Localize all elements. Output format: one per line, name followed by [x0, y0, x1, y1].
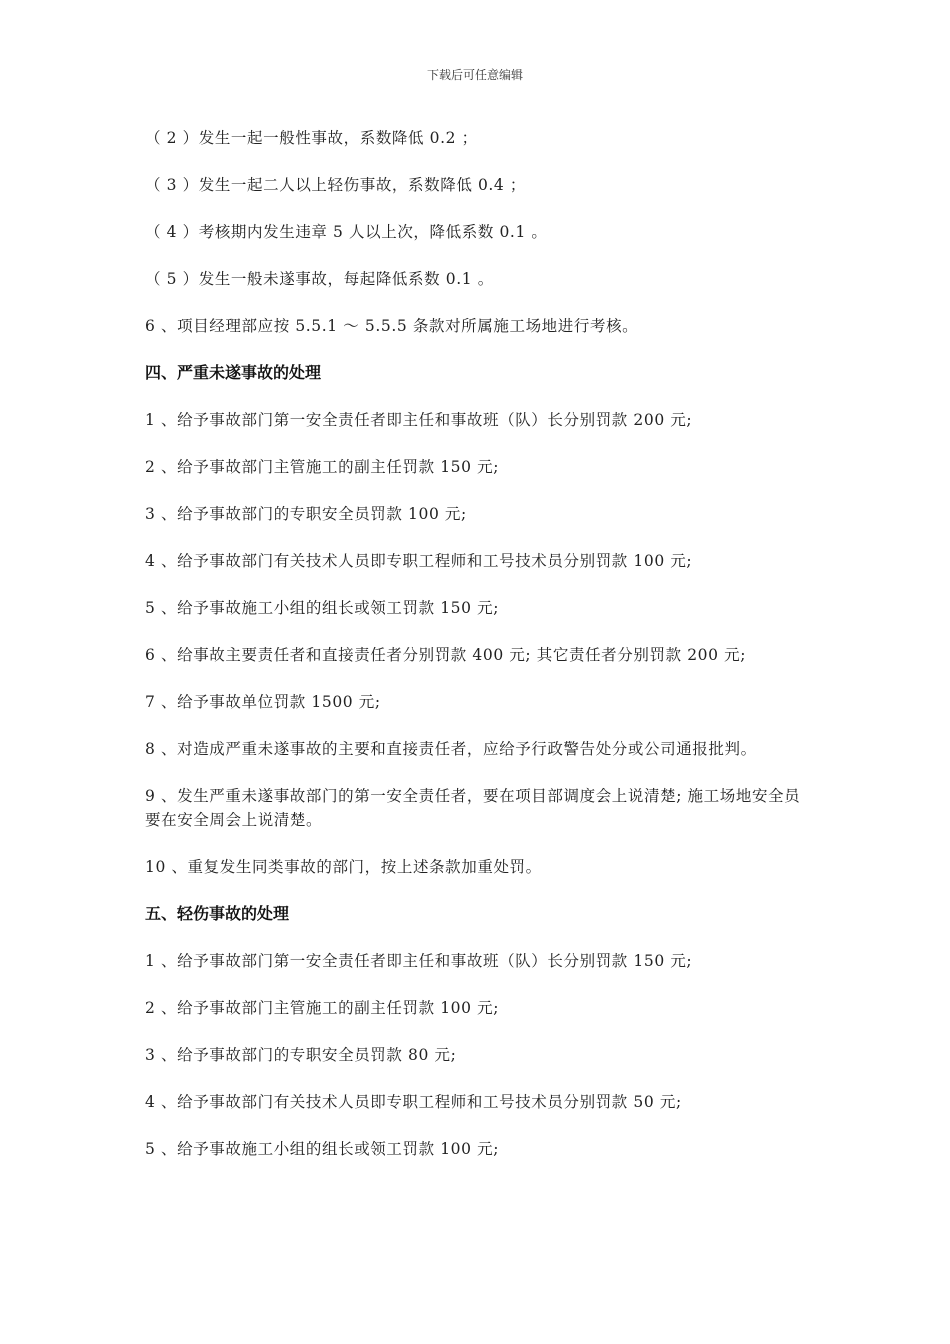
list-item: 6 、项目经理部应按 5.5.1 ～ 5.5.5 条款对所属施工场地进行考核。: [145, 317, 639, 335]
page-header-note: 下载后可任意编辑: [426, 68, 523, 82]
list-item: 10 、重复发生同类事故的部门，按上述条款加重处罚。: [145, 858, 542, 876]
list-item: （ 2 ）发生一起一般性事故，系数降低 0.2 ；: [145, 129, 478, 147]
list-item: 7 、给予事故单位罚款 1500 元;: [145, 693, 381, 711]
document-body: [145, 126, 805, 1184]
list-item: （ 3 ）发生一起二人以上轻伤事故，系数降低 0.4 ；: [145, 176, 527, 194]
list-item: （ 5 ）发生一般未遂事故，每起降低系数 0.1 。: [145, 270, 494, 288]
list-item: 8 、对造成严重未遂事故的主要和直接责任者，应给予行政警告处分或公司通报批判。: [145, 740, 757, 758]
list-item: 5 、给予事故施工小组的组长或领工罚款 150 元;: [145, 599, 500, 617]
list-item: 5 、给予事故施工小组的组长或领工罚款 100 元;: [145, 1140, 500, 1158]
section-heading-minor-injury: 五、轻伤事故的处理: [145, 904, 290, 923]
list-item: 3 、给予事故部门的专职安全员罚款 100 元;: [145, 505, 467, 523]
list-item: 9 、发生严重未遂事故部门的第一安全责任者，要在项目部调度会上说清楚; 施工场地安全员要在安全周会上说清楚。: [145, 787, 801, 829]
list-item: （ 4 ）考核期内发生违章 5 人以上次，降低系数 0.1 。: [145, 223, 548, 241]
list-item: 2 、给予事故部门主管施工的副主任罚款 100 元;: [145, 999, 500, 1017]
list-item: 3 、给予事故部门的专职安全员罚款 80 元;: [145, 1046, 457, 1064]
list-item: 4 、给予事故部门有关技术人员即专职工程师和工号技术员分别罚款 50 元;: [145, 1093, 682, 1111]
list-item: 2 、给予事故部门主管施工的副主任罚款 150 元;: [145, 458, 500, 476]
list-item: 1 、给予事故部门第一安全责任者即主任和事故班（队）长分别罚款 200 元;: [145, 411, 693, 429]
list-item: 6 、给事故主要责任者和直接责任者分别罚款 400 元; 其它责任者分别罚款 200 元;: [145, 646, 747, 664]
list-item: 4 、给予事故部门有关技术人员即专职工程师和工号技术员分别罚款 100 元;: [145, 552, 693, 570]
section-heading-severe-near-miss: 四、严重未遂事故的处理: [145, 363, 322, 382]
list-item: 1 、给予事故部门第一安全责任者即主任和事故班（队）长分别罚款 150 元;: [145, 952, 693, 970]
